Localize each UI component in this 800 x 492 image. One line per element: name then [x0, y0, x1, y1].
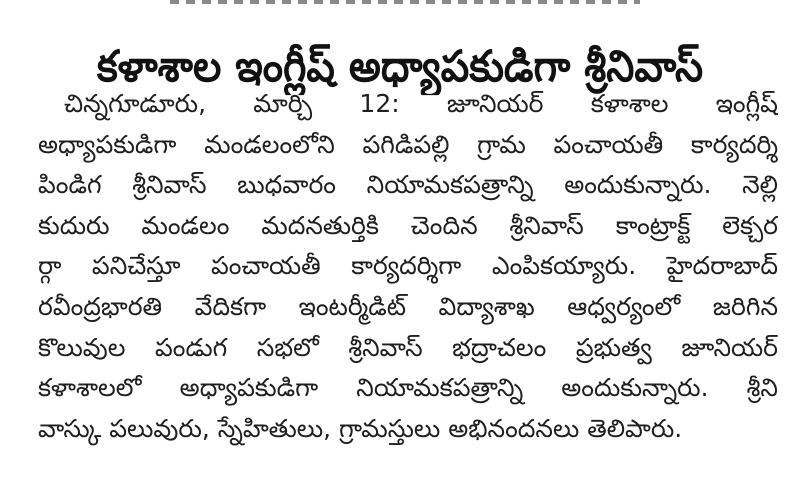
clipped-text-fragment [170, 0, 640, 4]
article-line: పిండిగ శ్రీనివాస్ బుధవారం నియామకపత్రాన్ని అందుకున్నారు. నెల్లి [38, 170, 778, 200]
article-headline: కళాశాల ఇంగ్లీష్ అధ్యాపకుడిగా శ్రీనివాస్ [96, 41, 704, 92]
article-line: వాస్కు పలువురు, స్నేహితులు, గ్రామస్తులు అభినందనలు తెలిపారు. [38, 413, 683, 443]
article-line: ర్గా పనిచేస్తూ పంచాయతీ కార్యదర్శిగా ఎంపికయ్యారు. హైదరాబాద్ [38, 251, 778, 281]
clipped-previous-text [0, 0, 800, 7]
article-line: రవీంద్రభారతి వేదికగా ఇంటర్మీడిట్ విద్యాశాఖ ఆధ్వర్యంలో జరిగిన [38, 291, 778, 321]
article-body [38, 84, 778, 449]
article-line: కొలువుల పండుగ సభలో శ్రీనివాస్ భద్రాచలం ప్రభుత్వ జూనియర్ [38, 332, 778, 362]
article-line: కళాశాలలో అధ్యాపకుడిగా నియామకపత్రాన్ని అందుకున్నారు. శ్రీని [38, 373, 778, 403]
article-line: అధ్యాపకుడిగా మండలంలోని పగిడిపల్లి గ్రామ పంచాయతీ కార్యదర్శి [38, 129, 778, 159]
article-line: కుదురు మండలం మదనతుర్తికి చెందిన శ్రీనివాస్ కాంట్రాక్ట్ లెక్చర [38, 210, 778, 240]
article-line: చిన్నగూడూరు, మార్చి 12: జూనియర్ కళాశాల ఇంగ్లీష్ [64, 89, 778, 118]
